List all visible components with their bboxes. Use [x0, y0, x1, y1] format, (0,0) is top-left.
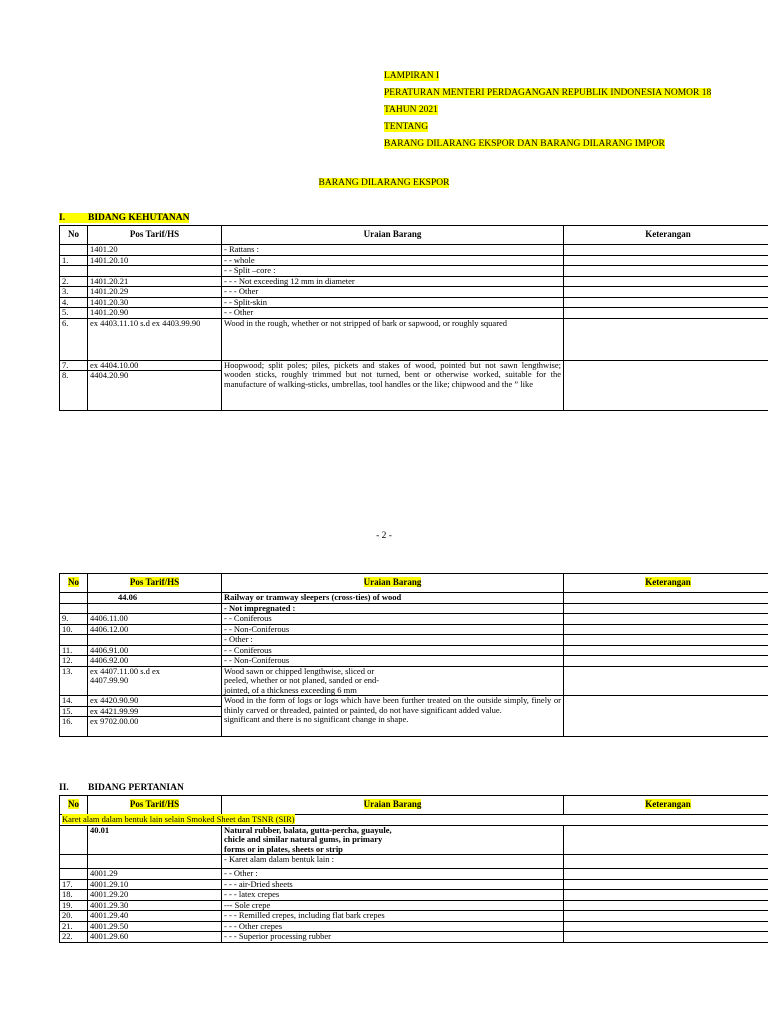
cell-no: [60, 593, 88, 604]
cell-desc: - - - Superior processing rubber: [222, 932, 564, 943]
cell-no: 15.: [60, 706, 88, 717]
cell-pos: 4001.29.10: [88, 879, 222, 890]
cell-ket: [564, 911, 768, 922]
cell-desc: - - Coniferous: [222, 645, 564, 656]
cell-desc: - - - Other crepes: [222, 921, 564, 932]
cell-desc: - - Other: [222, 308, 564, 319]
cell-ket: [564, 696, 768, 737]
cell-pos: ex 4407.11.00 s.d ex 4407.99.90: [88, 666, 222, 696]
cell-pos: 4404.20.90: [88, 371, 222, 411]
col-header-ket: [564, 574, 768, 593]
cell-no: 2.: [60, 276, 88, 287]
table-row: [60, 287, 768, 298]
table-row: [60, 614, 768, 625]
cell-pos: 40.01: [88, 825, 222, 855]
table-kehutanan-continued: [59, 573, 768, 737]
cell-pos: ex 9702.00.00: [88, 717, 222, 737]
table-row: [60, 879, 768, 890]
cell-pos: 4406.92.00: [88, 656, 222, 667]
col-header-uraian: [222, 796, 564, 815]
cell-desc: - - - latex crepes: [222, 890, 564, 901]
section-2-number: II.: [59, 783, 69, 793]
cell-no: 12.: [60, 656, 88, 667]
cell-ket: [564, 890, 768, 901]
cell-desc: - - Coniferous: [222, 614, 564, 625]
cell-desc: --- Sole crepe: [222, 900, 564, 911]
cell-no: 5.: [60, 308, 88, 319]
table-row: [60, 276, 768, 287]
cell-no: 13.: [60, 666, 88, 696]
cell-ket: [564, 614, 768, 625]
cell-ket: [564, 900, 768, 911]
cell-desc: - - Split –core :: [222, 266, 564, 277]
table-row: [60, 297, 768, 308]
cell-desc: - Not impregnated :: [222, 603, 564, 614]
document-header: [384, 68, 711, 153]
cell-pos: 1401.20.21: [88, 276, 222, 287]
cell-no: [60, 266, 88, 277]
col-header-pos: Pos Tarif/HS: [88, 226, 222, 245]
cell-desc: - - Split-skin: [222, 297, 564, 308]
cell-ket: [564, 593, 768, 604]
cell-ket: [564, 656, 768, 667]
cell-pos: [88, 855, 222, 869]
col-header-ket-text: Keterangan: [645, 577, 691, 588]
header-line-tentang: TENTANG: [384, 122, 429, 132]
col-header-uraian: Uraian Barang: [222, 226, 564, 245]
cell-pos: [88, 603, 222, 614]
table-row: [60, 911, 768, 922]
table-row: [60, 855, 768, 869]
section-1-number: I.: [59, 213, 88, 223]
cell-no: 16.: [60, 717, 88, 737]
col-header-no: [60, 796, 88, 815]
table-header-row: [60, 796, 768, 815]
cell-no: 18.: [60, 890, 88, 901]
table-row: [60, 593, 768, 604]
cell-ket: [564, 255, 768, 266]
cell-no: 20.: [60, 911, 88, 922]
section-1-heading: [59, 213, 189, 223]
table-row: [60, 932, 768, 943]
col-header-no: No: [60, 226, 88, 245]
cell-ket: [564, 645, 768, 656]
cell-ket: [564, 869, 768, 880]
cell-desc: - Rattans :: [222, 245, 564, 256]
table-row: [60, 318, 768, 360]
cell-ket: [564, 825, 768, 855]
cell-ket: [564, 245, 768, 256]
cell-pos: 4001.29.50: [88, 921, 222, 932]
table-row: [60, 308, 768, 319]
col-header-pos-text: Pos Tarif/HS: [129, 577, 180, 588]
cell-no: 11.: [60, 645, 88, 656]
cell-no: 8.: [60, 371, 88, 411]
cell-pos: 4406.11.00: [88, 614, 222, 625]
cell-pos: 4406.12.00: [88, 624, 222, 635]
col-header-no-text: No: [68, 577, 79, 588]
cell-desc: - - - Other: [222, 287, 564, 298]
cell-no: 4.: [60, 297, 88, 308]
col-header-uraian: [222, 574, 564, 593]
page-number: - 2 -: [376, 531, 392, 541]
cell-no: 17.: [60, 879, 88, 890]
cell-desc: Wood sawn or chipped lengthwise, sliced or peeled, whether or not planed, sanded or end-jointed, of a thickness exceeding 6 mm: [222, 666, 564, 696]
cell-pos: 4001.29.40: [88, 911, 222, 922]
cell-ket: [564, 666, 768, 696]
table-row: [60, 245, 768, 256]
table-row: [60, 635, 768, 646]
cell-pos: 4001.29.60: [88, 932, 222, 943]
cell-ket: [564, 297, 768, 308]
table-row: [60, 255, 768, 266]
cell-ket: [564, 603, 768, 614]
col-header-pos-text: Pos Tarif/HS: [129, 799, 180, 810]
cell-desc: - - whole: [222, 255, 564, 266]
cell-desc-continuation: significant and there is no significant change in shape.: [224, 714, 409, 724]
table-row: [60, 900, 768, 911]
cell-no: 3.: [60, 287, 88, 298]
cell-no: [60, 603, 88, 614]
header-line-lampiran: LAMPIRAN I: [384, 71, 440, 81]
cell-pos: 1401.20.29: [88, 287, 222, 298]
cell-no: [60, 635, 88, 646]
cell-pos: 4001.29: [88, 869, 222, 880]
cell-desc: - - Non-Coniferous: [222, 656, 564, 667]
cell-pos: 1401.20.90: [88, 308, 222, 319]
table-merged-row: [60, 815, 768, 826]
cell-no: 22.: [60, 932, 88, 943]
cell-desc: - - - Not exceeding 12 mm in diameter: [222, 276, 564, 287]
table-row: [60, 869, 768, 880]
table-row: [60, 360, 768, 371]
cell-ket: [564, 624, 768, 635]
section-2-title: BIDANG PERTANIAN: [88, 783, 184, 793]
section-1-title: BIDANG KEHUTANAN: [88, 213, 190, 223]
header-line-tahun: TAHUN 2021: [384, 105, 438, 115]
table-header-row: [60, 226, 768, 245]
col-header-pos: [88, 796, 222, 815]
main-title: BARANG DILARANG EKSPOR: [318, 178, 450, 188]
table-row: [60, 666, 768, 696]
cell-ket: [564, 318, 768, 360]
cell-pos: ex 4421.99.99: [88, 706, 222, 717]
cell-desc: - - - Remilled crepes, including flat bark crepes: [222, 911, 564, 922]
cell-ket: [564, 287, 768, 298]
cell-desc: - Karet alam dalam bentuk lain :: [222, 855, 564, 869]
table-row: [60, 890, 768, 901]
cell-ket: [564, 855, 768, 869]
col-header-no: [60, 574, 88, 593]
cell-pos: ex 4404.10.00: [88, 360, 222, 371]
table-row: [60, 624, 768, 635]
cell-desc: Wood in the form of logs or logs which have been further treated on the outside simply, finely or thinly carved or threaded, painted or painted, do not have significant added value.: [224, 695, 561, 715]
cell-no: 10.: [60, 624, 88, 635]
table-row: [60, 645, 768, 656]
main-title-wrap: [0, 178, 768, 188]
cell-desc: - - Non-Coniferous: [222, 624, 564, 635]
cell-no: [60, 825, 88, 855]
col-header-uraian-text: Uraian Barang: [363, 577, 422, 588]
cell-ket: [564, 266, 768, 277]
cell-no: 19.: [60, 900, 88, 911]
table-row: [60, 266, 768, 277]
cell-desc: Natural rubber, balata, gutta-percha, guayule, chicle and similar natural gums, in primary forms or in plates, sheets or strip: [222, 825, 564, 855]
cell-no: [60, 855, 88, 869]
cell-no: 7.: [60, 360, 88, 371]
table-row: [60, 825, 768, 855]
table-row: [60, 696, 768, 707]
cell-desc: - - - air-Dried sheets: [222, 879, 564, 890]
cell-no: [60, 245, 88, 256]
cell-pos: 4001.29.20: [88, 890, 222, 901]
table-kehutanan: [59, 225, 768, 411]
col-header-uraian-text: Uraian Barang: [363, 799, 422, 810]
cell-no: 6.: [60, 318, 88, 360]
cell-ket: [564, 921, 768, 932]
cell-desc: Railway or tramway sleepers (cross-ties) of wood: [222, 593, 564, 604]
cell-pos: 1401.20.30: [88, 297, 222, 308]
cell-pos: 44.06: [88, 593, 222, 604]
col-header-ket: [564, 796, 768, 815]
cell-desc: Wood in the rough, whether or not stripped of bark or sapwood, or roughly squared: [222, 318, 564, 360]
cell-ket: [564, 276, 768, 287]
table-row: [60, 603, 768, 614]
cell-desc: - Other :: [222, 635, 564, 646]
cell-pos: 1401.20.10: [88, 255, 222, 266]
merged-category-cell: [60, 815, 768, 826]
col-header-pos: [88, 574, 222, 593]
cell-no: 21.: [60, 921, 88, 932]
cell-no: 14.: [60, 696, 88, 707]
cell-ket: [564, 635, 768, 646]
cell-desc: Hoopwood; split poles; piles, pickets and stakes of wood, pointed but not sawn lengthwise; wooden sticks, roughly trimmed but not turned, bent or otherwise worked, suitable for the manufacture of walking-sticks, umbrellas, tool handles or the like; chipwood and the ” like: [222, 360, 564, 411]
cell-pos: 4406.91.00: [88, 645, 222, 656]
cell-no: [60, 869, 88, 880]
header-line-subject: BARANG DILARANG EKSPOR DAN BARANG DILARANG IMPOR: [384, 139, 665, 149]
header-line-peraturan: PERATURAN MENTERI PERDAGANGAN REPUBLIK INDONESIA NOMOR 18: [384, 88, 712, 98]
cell-no: 9.: [60, 614, 88, 625]
cell-pos: 4001.29.30: [88, 900, 222, 911]
col-header-no-text: No: [68, 799, 79, 810]
table-row: [60, 656, 768, 667]
table-header-row: [60, 574, 768, 593]
cell-pos: [88, 266, 222, 277]
cell-pos: ex 4420.90.90: [88, 696, 222, 707]
cell-no: 1.: [60, 255, 88, 266]
cell-ket: [564, 360, 768, 411]
cell-desc-merged: [222, 696, 564, 737]
cell-pos: 1401.20: [88, 245, 222, 256]
cell-ket: [564, 932, 768, 943]
cell-ket: [564, 308, 768, 319]
section-2-heading: [59, 783, 184, 793]
table-pertanian: [59, 795, 768, 943]
cell-ket: [564, 879, 768, 890]
merged-category-text: Karet alam dalam bentuk lain selain Smoked Sheet dan TSNR (SIR): [62, 814, 295, 824]
cell-pos: [88, 635, 222, 646]
col-header-ket: Keterangan: [564, 226, 768, 245]
cell-pos: ex 4403.11.10 s.d ex 4403.99.90: [88, 318, 222, 360]
col-header-ket-text: Keterangan: [645, 799, 691, 810]
cell-desc: - - Other :: [222, 869, 564, 880]
table-row: [60, 921, 768, 932]
